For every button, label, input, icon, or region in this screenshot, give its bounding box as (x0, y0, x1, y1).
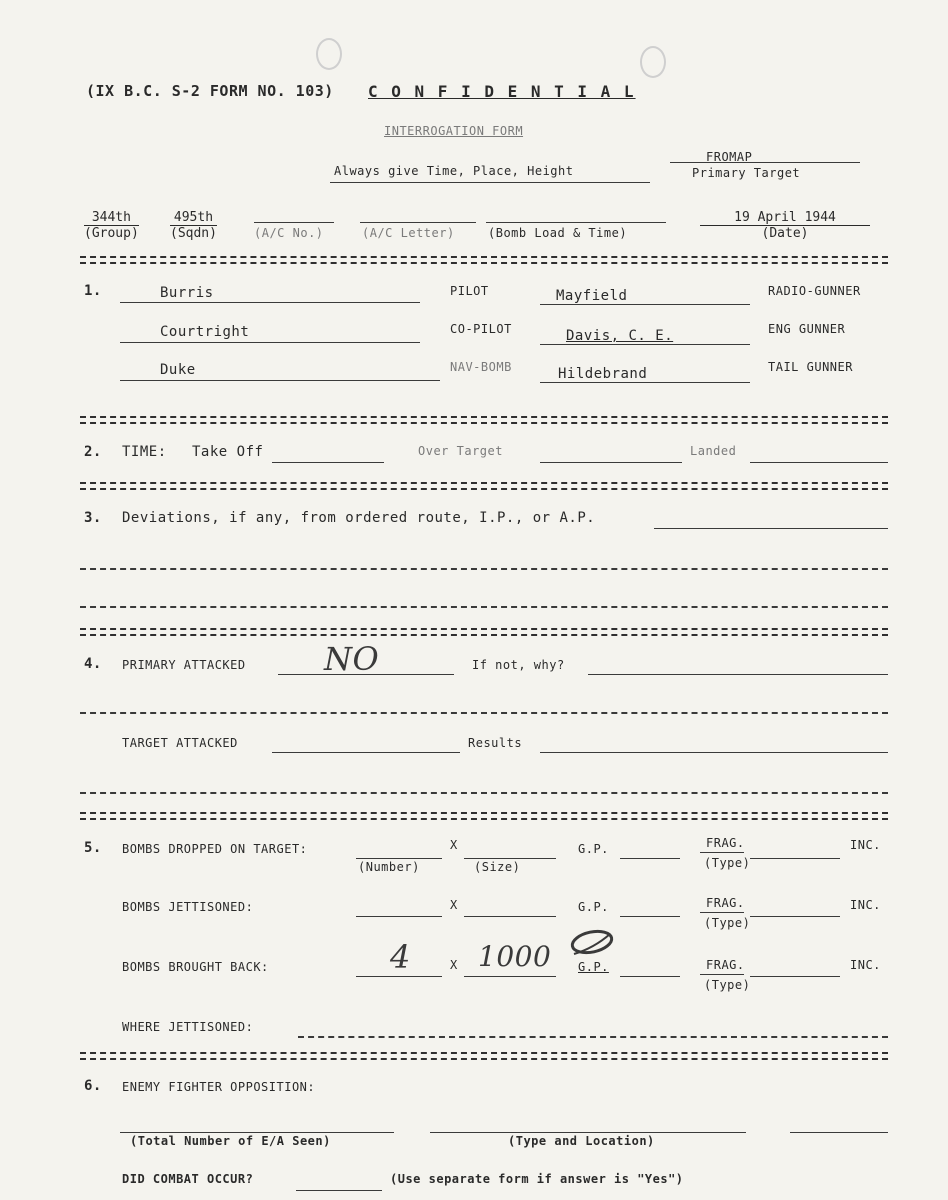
total-ea-label: (Total Number of E/A Seen) (130, 1134, 331, 1148)
copilot-label: CO-PILOT (450, 322, 512, 336)
circled-gp-mark (566, 924, 622, 960)
jettisoned-size-line (464, 916, 556, 917)
eng-gunner-label: ENG GUNNER (768, 322, 846, 336)
pilot-name: Burris (160, 285, 214, 301)
dropped-x: X (450, 838, 458, 852)
eng-gunner-name: Davis, C. E. (566, 328, 674, 344)
frommap-line (670, 162, 860, 163)
jettisoned-gp: G.P. (578, 900, 609, 914)
jettisoned-x: X (450, 898, 458, 912)
type-location-line (430, 1132, 746, 1133)
bombs-jettisoned-label: BOMBS JETTISONED: (122, 900, 254, 914)
primary-target-label: Primary Target (692, 166, 801, 180)
dropped-frag-line (700, 852, 744, 853)
enemy-opposition-label: ENEMY FIGHTER OPPOSITION: (122, 1080, 316, 1094)
form-title: INTERROGATION FORM (384, 124, 524, 138)
radio-gunner-name: Mayfield (556, 288, 628, 304)
copilot-line (120, 342, 420, 343)
section-6-number: 6. (84, 1078, 102, 1094)
over-target-label: Over Target (418, 444, 503, 458)
deviations-blank-line (80, 568, 888, 570)
jettisoned-number-line (356, 916, 442, 917)
sqdn-value: 495th (170, 210, 217, 226)
brought-back-gp-line (620, 976, 680, 977)
brought-back-frag: FRAG. (706, 958, 745, 972)
dropped-inc: INC. (850, 838, 881, 852)
dropped-number-line (356, 858, 442, 859)
section-divider (80, 812, 888, 820)
section-divider (80, 1052, 888, 1060)
brought-back-x: X (450, 958, 458, 972)
navigator-name: Duke (160, 362, 196, 378)
primary-attacked-label: PRIMARY ATTACKED (122, 658, 246, 672)
eng-gunner-line (540, 344, 750, 345)
section-divider (80, 628, 888, 636)
extra-line (790, 1132, 888, 1133)
radio-gunner-line (540, 304, 750, 305)
bomb-load-label: (Bomb Load & Time) (488, 226, 628, 240)
brought-back-inc: INC. (850, 958, 881, 972)
over-target-line (540, 462, 682, 463)
form-number: (IX B.C. S-2 FORM NO. 103) (86, 82, 334, 100)
landed-label: Landed (690, 444, 737, 458)
number-label: (Number) (358, 860, 420, 874)
brought-back-gp: G.P. (578, 960, 609, 974)
dropped-size-line (464, 858, 556, 859)
date-field (700, 210, 870, 241)
type-location-label: (Type and Location) (508, 1134, 655, 1148)
bombs-dropped-label: BOMBS DROPPED ON TARGET: (122, 842, 308, 856)
bombs-brought-back-label: BOMBS BROUGHT BACK: (122, 960, 269, 974)
total-ea-line (120, 1132, 394, 1133)
size-label: (Size) (474, 860, 521, 874)
jettisoned-gp-line (620, 916, 680, 917)
combat-occur-line (296, 1190, 382, 1191)
take-off-line (272, 462, 384, 463)
group-field (84, 210, 139, 241)
results-line (540, 752, 888, 753)
group-value: 344th (84, 210, 139, 226)
navigator-line (120, 380, 440, 381)
brought-back-frag-line (700, 974, 744, 975)
section-1-number: 1. (84, 283, 102, 299)
punch-hole-right (640, 46, 666, 78)
type-label: (Type) (704, 856, 751, 870)
ac-letter-line (360, 222, 476, 223)
target-attacked-line (272, 752, 460, 753)
sqdn-field (170, 210, 217, 241)
jettisoned-type-label: (Type) (704, 916, 751, 930)
section-3-number: 3. (84, 510, 102, 526)
group-label: (Group) (84, 226, 139, 241)
jettisoned-inc: INC. (850, 898, 881, 912)
primary-attacked-answer: NO (324, 640, 380, 678)
ac-number-label: (A/C No.) (254, 226, 324, 240)
ac-letter-label: (A/C Letter) (362, 226, 455, 240)
frommap-label: FROMAP (706, 150, 753, 164)
brought-back-size: 1000 (478, 940, 552, 973)
dropped-inc-line (750, 858, 840, 859)
brought-back-number: 4 (390, 938, 411, 976)
deviations-label: Deviations, if any, from ordered route, I.P., or A.P. (122, 510, 596, 526)
bomb-load-line (486, 222, 666, 223)
results-blank-line (80, 792, 888, 794)
take-off-label: Take Off (192, 444, 264, 460)
radio-gunner-label: RADIO-GUNNER (768, 284, 861, 298)
brought-back-type-label: (Type) (704, 978, 751, 992)
where-jettisoned-label: WHERE JETTISONED: (122, 1020, 254, 1034)
jettisoned-frag: FRAG. (706, 896, 745, 910)
jettisoned-frag-line (700, 912, 744, 913)
section-4-number: 4. (84, 656, 102, 672)
where-jettisoned-line (298, 1036, 888, 1038)
sqdn-label: (Sqdn) (170, 226, 217, 241)
section-5-number: 5. (84, 840, 102, 856)
section-2-number: 2. (84, 444, 102, 460)
copilot-name: Courtright (160, 324, 250, 340)
deviations-line (654, 528, 888, 529)
ac-number-line (254, 222, 334, 223)
brought-back-size-line (464, 976, 556, 977)
instruction-text: Always give Time, Place, Height (334, 164, 574, 178)
section-divider (80, 416, 888, 424)
deviations-blank-line (80, 606, 888, 608)
target-attacked-label: TARGET ATTACKED (122, 736, 238, 750)
results-label: Results (468, 736, 523, 750)
punch-hole-left (316, 38, 342, 70)
time-label: TIME: (122, 444, 167, 460)
primary-blank-line (80, 712, 888, 714)
combat-note: (Use separate form if answer is "Yes") (390, 1172, 684, 1186)
tail-gunner-name: Hildebrand (558, 366, 648, 382)
date-value: 19 April 1944 (700, 210, 870, 226)
instruction-underline (330, 182, 650, 183)
tail-gunner-label: TAIL GUNNER (768, 360, 853, 374)
classification-stamp: C O N F I D E N T I A L (368, 82, 636, 101)
landed-line (750, 462, 888, 463)
dropped-frag: FRAG. (706, 836, 745, 850)
dropped-gp-line (620, 858, 680, 859)
pilot-line (120, 302, 420, 303)
combat-occur-label: DID COMBAT OCCUR? (122, 1172, 254, 1186)
if-not-why-line (588, 674, 888, 675)
jettisoned-inc-line (750, 916, 840, 917)
if-not-why-label: If not, why? (472, 658, 565, 672)
tail-gunner-line (540, 382, 750, 383)
dropped-gp: G.P. (578, 842, 609, 856)
pilot-label: PILOT (450, 284, 489, 298)
date-label: (Date) (761, 226, 809, 241)
section-divider (80, 256, 888, 264)
brought-back-inc-line (750, 976, 840, 977)
brought-back-number-line (356, 976, 442, 977)
section-divider (80, 482, 888, 490)
navigator-label: NAV-BOMB (450, 360, 512, 374)
